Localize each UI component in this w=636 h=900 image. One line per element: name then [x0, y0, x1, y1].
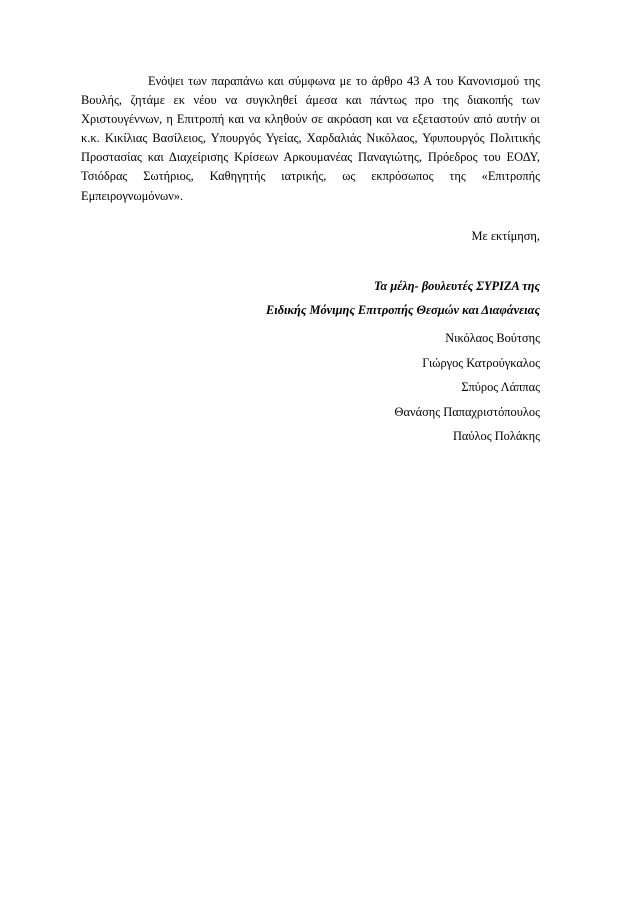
signatories-list	[81, 326, 540, 449]
request-paragraph: Ενόψει των παραπάνω και σύμφωνα με το άρθρο 43 Α του Κανονισμού της Βουλής, ζητάμε εκ νέου να συγκληθεί άμεσα και πάντως προ της διακοπής των Χριστουγέννων, η Επιτροπή και να κληθούν σε ακρόαση και να εξεταστούν από αυτήν οι κ.κ. Κικίλιας Βασίλειος, Υπουργός Υγείας, Χαρδαλιάς Νικόλαος, Υφυπουργός Πολιτικής Προστασίας και Διαχείρισης Κρίσεων Αρκουμανέας Παναγιώτης, Πρόεδρος του ΕΟΔΥ, Τσιόδρας Σωτήριος, Καθηγητής ιατρικής, ως εκπρόσωπος της «Επιτροπής Εμπειρογνωμόνων».	[81, 74, 540, 203]
signatory-name: Σπύρος Λάππας	[461, 380, 540, 394]
signatories-heading-line-1: Τα μέλη- βουλευτές ΣΥΡΙΖΑ της	[373, 279, 540, 293]
signatories-heading-line-2: Ειδικής Μόνιμης Επιτροπής Θεσμών και Διαφάνειας	[265, 303, 540, 317]
signatory-name: Παύλος Πολάκης	[452, 429, 540, 443]
closing-salutation: Με εκτίμηση,	[471, 229, 540, 243]
signatory-name: Γιώργος Κατρούγκαλος	[422, 355, 540, 370]
signatory-name: Νικόλαος Βούτσης	[445, 331, 540, 345]
signatory-name: Θανάσης Παπαχριστόπουλος	[394, 404, 540, 419]
